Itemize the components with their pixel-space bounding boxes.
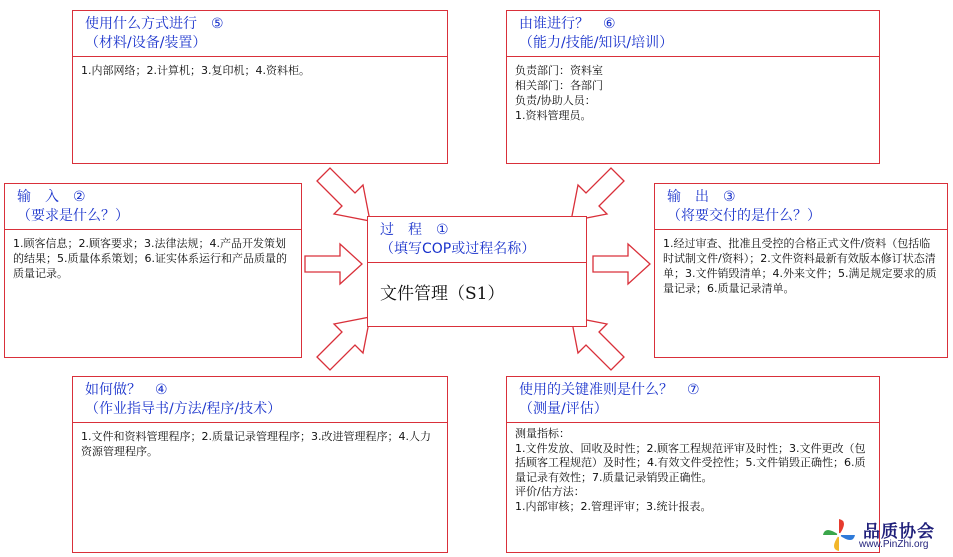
box-criteria-line: 测量指标： <box>515 427 570 440</box>
box-how-content <box>73 423 447 465</box>
box-input-title: 输 入 ② <box>17 189 86 205</box>
box-input-content <box>5 230 301 287</box>
box-how-heading <box>73 377 447 423</box>
box-tools-content <box>73 57 447 84</box>
box-criteria-line: 1.内部审核；2.管理评审；3.统计报表。 <box>515 499 712 513</box>
box-process <box>367 216 587 327</box>
process-name: 文件管理（S1） <box>380 284 505 304</box>
arrow-process-to-output <box>593 244 650 284</box>
box-output-line: 1.经过审查、批准且受控的合格正式文件/资料（包括临时试制文件/资料）；2.文件资料最新有效版本修订状态清单；3.文件销毁清单；4.外来文件；5.满足规定要求的质量记录；6.质量记录清单。 <box>663 237 937 295</box>
arrow-who-to-process <box>571 168 624 221</box>
arrow-input-to-process <box>305 244 362 284</box>
pinzhi-logo <box>815 515 951 555</box>
arrow-tools-to-process <box>317 168 370 221</box>
box-input <box>4 183 302 358</box>
box-who-line: 负责/协助人员： <box>515 94 596 107</box>
box-process-title: 过 程 ① <box>380 222 449 238</box>
box-process-subtitle: （填写COP或过程名称） <box>380 241 536 257</box>
box-criteria-subtitle: （测量/评估） <box>519 401 608 417</box>
box-input-line: 1.顾客信息；2.顾客要求；3.法律法规；4.产品开发策划的结果；5.质量体系策划；6.证实体系运行和产品质量的质量记录。 <box>13 237 287 280</box>
box-criteria-content <box>507 423 879 520</box>
pinwheel-icon <box>819 515 859 555</box>
box-output-title: 输 出 ③ <box>667 189 736 205</box>
box-tools-title: 使用什么方式进行 ⑤ <box>85 16 224 32</box>
box-who-title: 由谁进行？ ⑥ <box>519 16 616 32</box>
box-who-heading <box>507 11 879 57</box>
box-who-content <box>507 57 879 129</box>
box-process-heading <box>368 217 586 263</box>
box-how <box>72 376 448 553</box>
box-how-line: 1.文件和资料管理程序；2.质量记录管理程序；3.改进管理程序；4.人力资源管理程序。 <box>81 430 431 458</box>
box-who-line: 相关部门：各部门 <box>515 79 603 92</box>
box-output-subtitle: （将要交付的是什么？） <box>667 208 821 224</box>
box-tools <box>72 10 448 164</box>
box-tools-subtitle: （材料/设备/装置） <box>85 35 207 51</box>
box-input-subtitle: （要求是什么？） <box>17 208 129 224</box>
logo-name: 品质协会 <box>863 522 935 542</box>
box-output-heading <box>655 184 947 230</box>
box-who <box>506 10 880 164</box>
box-tools-line: 1.内部网络；2.计算机；3.复印机；4.资料柜。 <box>81 64 310 77</box>
box-who-subtitle: （能力/技能/知识/培训） <box>519 35 674 51</box>
box-how-subtitle: （作业指导书/方法/程序/技术） <box>85 401 282 417</box>
box-how-title: 如何做？ ④ <box>85 382 168 398</box>
box-who-line: 负责部门：资料室 <box>515 64 603 77</box>
logo-url: www.PinZhi.org <box>859 539 929 550</box>
box-criteria-line: 评价/估方法： <box>515 485 585 498</box>
box-criteria-heading <box>507 377 879 423</box>
box-who-line: 1.资料管理员。 <box>515 109 592 122</box>
box-criteria-title: 使用的关键准则是什么？ ⑦ <box>519 382 700 398</box>
arrow-how-to-process <box>317 317 370 370</box>
box-output-content <box>655 230 947 302</box>
box-output <box>654 183 948 358</box>
box-input-heading <box>5 184 301 230</box>
box-tools-heading <box>73 11 447 57</box>
box-criteria-line: 1.文件发放、回收及时性；2.顾客工程规范评审及时性；3.文件更改（包括顾客工程规范）及时性；4.有效文件受控性；5.文件销毁正确性；6.质量记录有效性；7.质量记录销毁正确性。 <box>515 441 866 484</box>
